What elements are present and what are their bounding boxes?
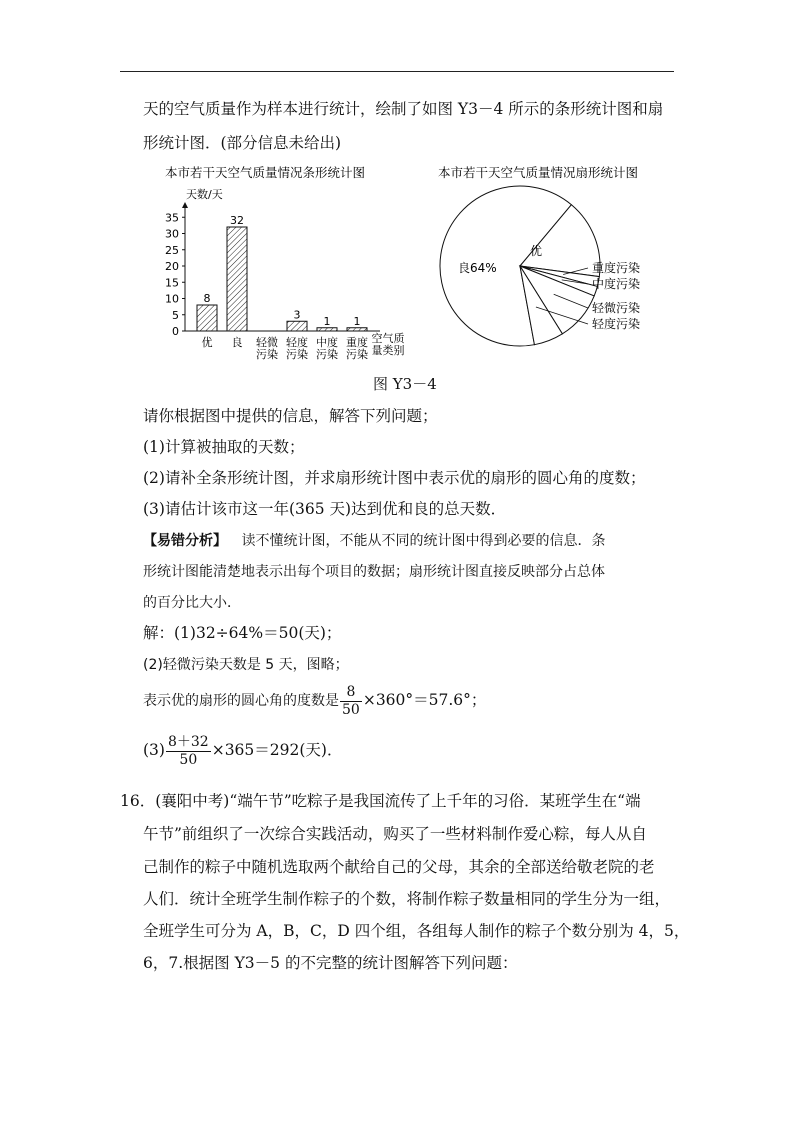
bar-y-tick-label: 30 — [165, 227, 179, 241]
fraction-40-over-50 — [166, 734, 211, 769]
bar-x-axis-label: 量类别 — [371, 344, 405, 357]
solution-4-prefix: (3) — [143, 741, 165, 759]
bar-category-label: 优 — [201, 336, 213, 349]
question-1: (1)计算被抽取的天数； — [143, 438, 305, 456]
bar-4 — [287, 321, 307, 331]
bar-chart-ylabel: 天数/天 — [186, 188, 223, 201]
bar-chart — [150, 160, 420, 370]
bar-category-label: 轻度 — [286, 336, 308, 349]
fraction-8-over-50 — [340, 684, 362, 719]
bar-value-label: 1 — [323, 314, 331, 328]
solution-2: (2)轻微污染天数是 5 天，图略； — [143, 657, 349, 673]
solution-1: 解：(1)32÷64%＝50(天)； — [143, 624, 342, 642]
bar-category-label: 污染 — [346, 348, 368, 361]
solution-3-suffix: ×360°＝57.6°； — [362, 691, 487, 709]
analysis-line-1 — [143, 530, 605, 552]
bar-category-label: 轻微 — [256, 336, 278, 349]
bar-y-tick-label: 15 — [165, 276, 179, 290]
bar-5 — [317, 328, 337, 331]
bar-y-axis-arrow — [182, 202, 188, 208]
questions-prompt: 请你根据图中提供的信息，解答下列问题； — [143, 407, 438, 425]
problem16-line-3: 己制作的粽子中随机选取两个献给自己的父母，其余的全部送给敬老院的老 — [143, 858, 655, 876]
bar-chart-title: 本市若干天空气质量情况条形统计图 — [164, 165, 366, 180]
bar-category-label: 中度 — [316, 336, 338, 349]
bar-value-label: 1 — [353, 314, 361, 328]
header-rule — [120, 71, 674, 72]
fraction-numerator: 8＋32 — [167, 733, 209, 750]
pie-label: 重度污染 — [592, 261, 641, 275]
analysis-line-3: 的百分比大小． — [143, 595, 241, 611]
bar-y-tick-label: 10 — [165, 292, 179, 306]
problem16-line-4: 人们．统计全班学生制作粽子的个数，将制作粽子数量相同的学生分为一组， — [143, 890, 671, 908]
bar-y-tick-label: 0 — [172, 325, 179, 338]
bar-category-label: 良 — [231, 336, 243, 349]
intro-line-1: 天的空气质量作为样本进行统计，绘制了如图 Y3－4 所示的条形统计图和扇 — [143, 100, 664, 118]
analysis-label: 【易错分析】 — [143, 533, 227, 549]
solution-4-suffix: ×365＝292(天)． — [211, 741, 343, 759]
bar-category-label: 污染 — [286, 348, 308, 361]
bar-y-tick-label: 5 — [172, 308, 179, 322]
bar-x-axis-label: 空气质 — [371, 332, 405, 345]
pie-label: 轻微污染 — [592, 301, 641, 315]
solution-3-prefix: 表示优的扇形的圆心角的度数是 — [143, 693, 339, 709]
pie-chart-title: 本市若干天空气质量情况扇形统计图 — [437, 165, 639, 180]
bar-category-label: 重度 — [346, 336, 368, 349]
problem16-line-2: 午节”前组织了一次综合实践活动，购买了一些材料制作爱心粽，每人从自 — [143, 825, 647, 843]
pie-label: 中度污染 — [592, 277, 641, 291]
bar-category-label: 污染 — [256, 348, 278, 361]
pie-label: 轻度污染 — [592, 317, 641, 331]
solution-3 — [143, 680, 486, 721]
bar-y-tick-label: 25 — [165, 243, 179, 257]
analysis-line-2: 形统计图能清楚地表示出每个项目的数据；扇形统计图直接反映部分占总体 — [143, 564, 605, 580]
analysis-text-1: 读不懂统计图，不能从不同的统计图中得到必要的信息．条 — [241, 533, 606, 549]
question-3: (3)请估计该市这一年(365 天)达到优和良的总天数． — [143, 500, 507, 518]
bar-value-label: 3 — [293, 308, 301, 322]
question-2: (2)请补全条形统计图，并求扇形统计图中表示优的扇形的圆心角的度数； — [143, 469, 646, 487]
bar-category-label: 污染 — [316, 348, 338, 361]
pie-chart — [420, 160, 680, 360]
figure-caption: 图 Y3－4 — [373, 375, 437, 393]
bar-value-label: 8 — [203, 292, 211, 305]
pie-label: 优 — [530, 244, 543, 258]
problem16-line-6: 6，7.根据图 Y3－5 的不完整的统计图解答下列问题： — [143, 954, 518, 972]
fraction-denominator: 50 — [342, 701, 360, 718]
problem16-line-5: 全班学生可分为 A，B，C，D 四个组，各组每人制作的粽子个数分别为 4，5， — [143, 922, 690, 940]
bar-y-tick-label: 20 — [165, 260, 179, 273]
fraction-numerator: 8 — [340, 684, 362, 702]
bar-2 — [227, 227, 247, 331]
bar-6 — [347, 328, 367, 331]
pie-label: 良64% — [458, 261, 497, 275]
bar-y-tick-label: 35 — [165, 211, 179, 225]
bar-1 — [197, 305, 217, 331]
intro-line-2: 形统计图．(部分信息未给出) — [143, 134, 342, 152]
fraction-denominator: 50 — [179, 751, 198, 768]
problem16-line-1: 16．(襄阳中考)“端午节”吃粽子是我国流传了上千年的习俗．某班学生在“端 — [120, 792, 641, 810]
bar-value-label: 32 — [230, 214, 244, 227]
solution-4 — [143, 730, 342, 770]
